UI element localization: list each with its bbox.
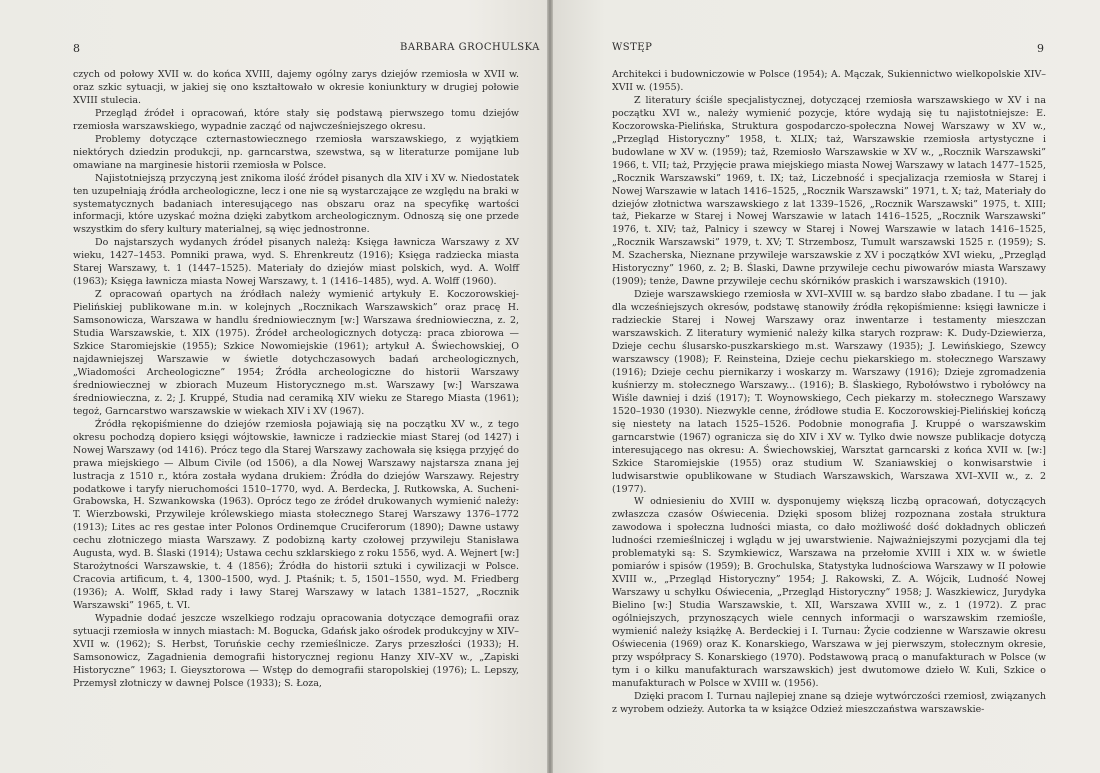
page-number-left: 8 xyxy=(73,42,81,55)
paragraph: Przegląd źródeł i opracowań, które stały się podstawą pierwszego tomu dziejów rzemiosła warszawskiego, wypadnie zacząć od najwcześniejszego okresu. xyxy=(73,107,519,132)
paragraph: Do najstarszych wydanych źródeł pisanych należą: Księga ławnicza Warszawy z XV wieku, 1427–1453. Pomniki prawa, wyd. S. Ehrenkreutz (1916); Księga radziecka miasta Starej Warszawy, t. 1 (1447–1525). Materiały do dziejów miast polskich, wyd. A. Wolff (1963); Księga ławnicza miasta Nowej Warszawy, t. 1 (1416–1485), wyd. A. Wolff (1960). xyxy=(73,237,519,288)
paragraph: Najistotniejszą przyczyną jest znikoma ilość źródeł pisanych dla XIV i XV w. Niedostatek ten uzupełniają źródła archeologiczne, lecz i one nie są wystarczające ze względu na braki w systematycznych badaniach interesującego nas obszaru oraz na specyfikę wartości informacji, które uzyskać można dzięki zabytkom archeologicznym. Odnoszą się one przede wszystkim do sfery kultury materialnej, są więc jednostronne. xyxy=(73,172,519,236)
paragraph: Wypadnie dodać jeszcze wszelkiego rodzaju opracowania dotyczące demografii oraz sytuacji rzemiosła w innych miastach: M. Bogucka, Gdańsk jako ośrodek produkcyjny w XIV–XVII w. (1962); S. Herbst, Toruńskie cechy rzemieślnicze. Zarys przeszłości (1933); H. Samsonowicz, Zagadnienia demografii historycznej regionu Hanzy XIV–XV w., „Zapiski Historyczne” 1963; I. Gieysztorowa — Wstęp do demografii staropolskiej (1976); L. Lepszy, Przemysł złotniczy w dawnej Polsce (1933); S. Łoza, xyxy=(73,613,519,689)
book-gutter xyxy=(547,0,553,773)
paragraph: Z opracowań opartych na źródłach należy wymienić artykuły E. Koczorowskiej-Pielińskiej publikowane m.in. w kolejnych „Rocznikach Warszawskich” oraz pracę H. Samsonowicza, Warszawa w handlu średniowiecznym [w:] Warszawa średniowieczna, z. 2, Studia Warszawskie, t. XIX (1975). Źródeł archeologicznych dotyczą: praca zbiorowa — Szkice Staromiejskie (1955); Szkice Nowomiejskie (1961); artykuł A. Świechowskiej, O najdawniejszej Warszawie w świetle dotychczasowych badań archeologicznych, „Wiadomości Archeologiczne” 1954; Źródła archeologiczne do historii Warszawy średniowiecznej w zbiorach Muzeum Historycznego m.st. Warszawy [w:] Warszawa średniowieczna, z. 2; J. Kruppé, Studia nad ceramiką XIV wieku ze Starego Miasta (1961); tegoż, Garncarstwo warszawskie w wiekach XIV i XV (1967). xyxy=(73,289,519,417)
left-page-body xyxy=(73,69,519,691)
running-header-left: BARBARA GROCHULSKA xyxy=(400,42,540,53)
paragraph: Dzięki pracom I. Turnau najlepiej znane są dzieje wytwórczości rzemiosł, związanych z wyrobem odzieży. Autorka ta w książce Odzież mieszczaństwa warszawskie- xyxy=(612,690,1046,715)
right-page xyxy=(550,0,1100,773)
paragraph: W odniesieniu do XVIII w. dysponujemy większą liczbą opracowań, dotyczących zwłaszcza czasów Oświecenia. Dzięki sposom bliżej rozpoznana została struktura zawodowa i społeczna ludności miasta, co dało możliwość dość dokładnych obliczeń ludności rzemieślniczej i wglądu w jej uwarstwienie. Najważniejszymi pozycjami dla tej problematyki są: S. Szymkiewicz, Warszawa na przełomie XVIII i XIX w. w świetle pomiarów i spisów (1959); B. Grochulska, Statystyka ludnościowa Warszawy w II połowie XVIII w., „Przegląd Historyczny” 1954; J. Rakowski, Z. A. Wójcik, Ludność Nowej Warszawy u schyłku Oświecenia, „Przegląd Historyczny” 1958; J. Waszkiewicz, Jurydyka Bielino [w:] Studia Warszawskie, t. XII, Warszawa XVIII w., z. 1 (1972). Z prac ogólniejszych, przynoszących wiele cennych informacji o warszawskim rzemiośle, wymienić należy książkę A. Berdeckiej i I. Turnau: Życie codzienne w Warszawie okresu Oświecenia (1969) oraz K. Konarskiego, Warszawa w jej pierwszym, stołecznym okresie, przy współpracy S. Konarskiego (1970). Podstawową pracą o manufakturach w Polsce (w tym i o kilku manufakturach warszawskich) jest dwutomowe dzieło W. Kuli, Szkice o manufakturach w Polsce w XVIII w. (1956). xyxy=(612,496,1046,689)
running-header-right: WSTĘP xyxy=(612,42,653,53)
paragraph: Źródła rękopiśmienne do dziejów rzemiosła pojawiają się na początku XV w., z tego okresu pochodzą dopiero księgi wójtowskie, ławnicze i radzieckie miast Starej (od 1427) i Nowej Warszawy (od 1416). Prócz tego dla Starej Warszawy zachowała się księga przyjęć do prawa miejskiego — Album Civile (od 1506), a dla Nowej Warszawy najstarsza znana jej lustracja z 1510 r., która została wydana drukiem: Źródła do dziejów Warszawy. Rejestry podatkowe i taryfy nieruchomości 1510–1770, wyd. A. Berdecka, J. Rutkowska, A. Sucheni-Grabowska, H. Szwankowska (1963). Oprócz tego ze źródeł drukowanych wymienić należy: T. Wierzbowski, Przywileje królewskiego miasta stołecznego Starej Warszawy 1376–1772 (1913); Lites ac res gestae inter Polonos Ordinemque Cruciferorum (1890); Dawne ustawy cechu złotniczego miasta Warszawy. Z podobizną karty czołowej przywileju Stanisława Augusta, wyd. B. Ślaski (1914); Ustawa cechu szklarskiego z roku 1556, wyd. A. Wejnert [w:] Starożytności Warszawskie, t. 4 (1856); Źródła do historii sztuki i cywilizacji w Polsce. Cracovia artificum, t. 4, 1300–1500, wyd. J. Ptaśnik; t. 5, 1501–1550, wyd. M. Friedberg (1936); A. Wolff, Skład rady i ławy Starej Warszawy w latach 1381–1527, „Rocznik Warszawski” 1965, t. VI. xyxy=(73,418,519,612)
paragraph: czych od połowy XVII w. do końca XVIII, dajemy ogólny zarys dziejów rzemiosła w XVII w. oraz szkic sytuacji, w jakiej się ono kształtowało w okresie koniunktury w drugiej połowie XVIII stulecia. xyxy=(73,69,519,106)
page-number-right: 9 xyxy=(1037,42,1045,55)
paragraph: Architekci i budowniczowie w Polsce (1954); A. Mączak, Sukiennictwo wielkopolskie XIV–XVII w. (1955). xyxy=(612,69,1046,93)
paragraph: Dzieje warszawskiego rzemiosła w XVI–XVIII w. są bardzo słabo zbadane. I tu — jak dla wcześniejszych okresów, podstawę stanowiły źródła rękopiśmienne: księgi ławnicze i radzieckie Starej i Nowej Warszawy oraz inwentarze i testamenty mieszczan warszawskich. Z literatury wymienić należy kilka starych rozpraw: K. Dudy-Dziewierza, Dzieje cechu ślusarsko-puszkarskiego m.st. Warszawy (1935); J. Lewińskiego, Szewcy warszawscy (1908); F. Reinsteina, Dzieje cechu piekarskiego m. stołecznego Warszawy (1916); Dzieje cechu piernikarzy i woskarzy m. Warszawy (1916); Dzieje zgromadzenia kuśnierzy m. stołecznego Warszawy... (1916); B. Ślaskiego, Rybołówstwo i rybołówcy na Wiśle dawniej i dziś (1917); T. Woynowskiego, Cech piekarzy m. stołecznego Warszawy 1520–1930 (1930). Niezwykle cenne, źródłowe studia E. Koczorowskiej-Pielińskiej kończą się niestety na latach 1525–1526. Podobnie monografia J. Kruppé o warszawskim garncarstwie (1967) ogranicza się do XIV i XV w. Tylko dwie nowsze publikacje dotyczą interesującego nas okresu: A. Świechowskiej, Warsztat garncarski z końca XVII w. [w:] Szkice Staromiejskie (1955) oraz studium W. Szaniawskiej o konwisarstwie i ludwisarstwie opublikowane w Studiach Warszawskich, Warszawa XVI–XVII w., z. 2 (1977). xyxy=(612,289,1046,495)
right-page-body xyxy=(612,69,1046,717)
paragraph: Z literatury ściśle specjalistycznej, dotyczącej rzemiosła warszawskiego w XV i na początku XVI w., należy wymienić pozycje, które wydają się tu najistotniejsze: E. Koczorowska-Pielińska, Struktura gospodarczo-społeczna Nowej Warszawy w XV w., „Przegląd Historyczny” 1958, t. XLIX; taż, Warszawskie rzemiosła artystyczne i budowlane w XV w. (1959); taż, Rzemiosło Warszawskie w XV w., „Rocznik Warszawski” 1966, t. VII; taż, Przyjęcie prawa miejskiego miasta Nowej Warszawy w latach 1477–1525, „Rocznik Warszawski” 1969, t. IX; taż, Liczebność i specjalizacja rzemiosła w Starej i Nowej Warszawie w latach 1416–1525, „Rocznik Warszawski” 1971, t. X; taż, Materiały do dziejów złotnictwa warszawskiego z lat 1339–1526, „Rocznik Warszawski” 1975, t. XIII; taż, Piekarze w Starej i Nowej Warszawie w latach 1416–1525, „Rocznik Warszawski” 1976, t. XIV; taż, Palnicy i szewcy w Starej i Nowej Warszawie w latach 1416–1525, „Rocznik Warszawski” 1979, t. XV; T. Strzembosz, Tumult warszawski 1525 r. (1959); S. M. Szacherska, Nieznane przywileje warszawskie z XV i początków XVI wieku, „Przegląd Historyczny” 1960, z. 2; B. Ślaski, Dawne przywileje cechu piwowarów miasta Warszawy (1909); tenże, Dawne przywileje cechu skórników praskich i warszawskich (1910). xyxy=(612,94,1046,288)
paragraph: Problemy dotyczące czternastowiecznego rzemiosła warszawskiego, z wyjątkiem niektórych dziedzin produkcji, np. garncarstwa, szewstwa, są w literaturze pomijane lub omawiane na marginesie historii rzemiosła w Polsce. xyxy=(73,133,519,171)
